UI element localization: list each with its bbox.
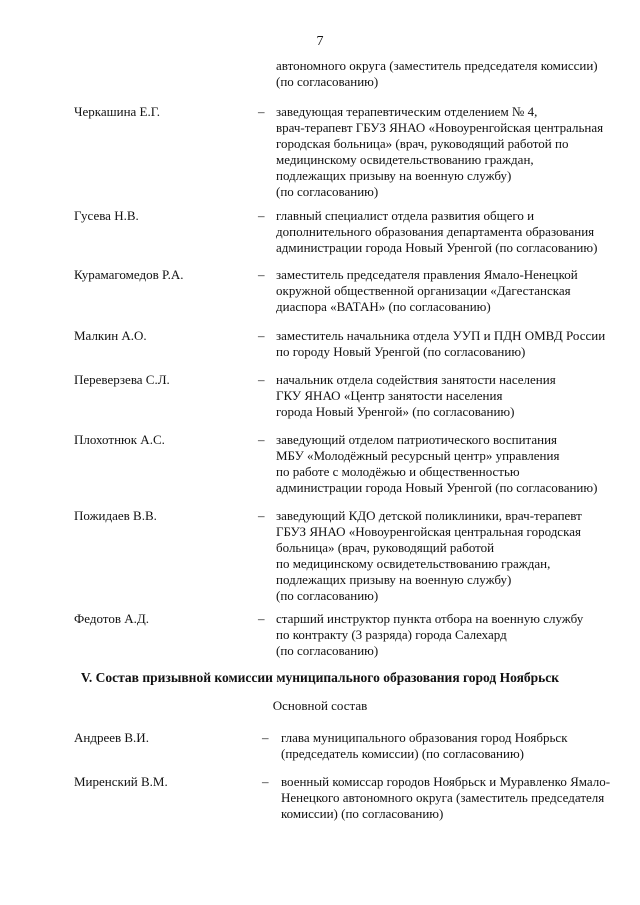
member-role: [276, 104, 603, 200]
text-line: врач-терапевт ГБУЗ ЯНАО «Новоуренгойская центральная: [276, 120, 604, 135]
text-line: заместитель председателя правления Ямало-Ненецкой: [276, 267, 578, 282]
dash: –: [262, 774, 269, 789]
text-line: по медицинскому освидетельствованию граждан,: [276, 556, 551, 571]
text-line: ГБУЗ ЯНАО «Новоуренгойская центральная городская: [276, 524, 581, 539]
text-line: города Новый Уренгой» (по согласованию): [276, 404, 515, 419]
member-name: Андреев В.И.: [74, 730, 149, 745]
member-name: Переверзева С.Л.: [74, 372, 170, 387]
text-line: диаспора «ВАТАН» (по согласованию): [276, 299, 491, 314]
dash: –: [262, 730, 269, 745]
text-line: медицинскому освидетельствованию граждан,: [276, 152, 534, 167]
text-line: больница» (врач, руководящий работой: [276, 540, 495, 555]
member-name: Черкашина Е.Г.: [74, 104, 161, 119]
member-role: [276, 208, 597, 256]
member-name: Пожидаев В.В.: [74, 508, 157, 523]
member-name: Плохотнюк А.С.: [74, 432, 165, 447]
text-line: (по согласованию): [276, 184, 379, 199]
text-line: (по согласованию): [276, 643, 379, 658]
text-line: (председатель комиссии) (по согласованию): [281, 746, 525, 761]
dash: –: [258, 104, 265, 119]
dash: –: [258, 611, 265, 626]
dash: –: [258, 432, 265, 447]
member-name: Курамагомедов Р.А.: [74, 267, 184, 282]
text-line: (по согласованию): [276, 588, 379, 603]
subheading: Основной состав: [272, 698, 368, 713]
member-role: [276, 508, 582, 604]
member-role: [276, 611, 583, 659]
dash: –: [258, 372, 265, 387]
text-line: автономного округа (заместитель председателя комиссии): [276, 58, 598, 73]
text-line: администрации города Новый Уренгой (по согласованию): [276, 240, 598, 255]
dash: –: [258, 328, 265, 343]
text-line: заместитель начальника отдела УУП и ПДН ОМВД России: [276, 328, 606, 343]
page-number: 7: [316, 34, 324, 49]
text-line: подлежащих призыву на военную службу): [276, 168, 512, 183]
text-line: окружной общественной организации «Дагестанская: [276, 283, 571, 298]
text-line: по контракту (3 разряда) города Салехард: [276, 627, 507, 642]
member-role: [281, 774, 610, 822]
member-name: Миренский В.М.: [74, 774, 168, 789]
text-line: старший инструктор пункта отбора на военную службу: [276, 611, 584, 626]
text-line: Ненецкого автономного округа (заместитель председателя: [281, 790, 605, 805]
member-name: Малкин А.О.: [74, 328, 147, 343]
text-line: ГКУ ЯНАО «Центр занятости населения: [276, 388, 503, 403]
text-line: начальник отдела содействия занятости населения: [276, 372, 556, 387]
member-role: [276, 328, 605, 360]
dash: –: [258, 508, 265, 523]
text-line: подлежащих призыву на военную службу): [276, 572, 512, 587]
continuation-text: [276, 58, 626, 90]
section-heading: V. Состав призывной комиссии муниципального образования город Ноябрьск: [80, 670, 560, 685]
text-line: заведующий отделом патриотического воспитания: [276, 432, 558, 447]
text-line: по городу Новый Уренгой (по согласованию): [276, 344, 526, 359]
text-line: (по согласованию): [276, 74, 379, 89]
dash: –: [258, 267, 265, 282]
text-line: глава муниципального образования город Ноябрьск: [281, 730, 568, 745]
text-line: городская больница» (врач, руководящий работой по: [276, 136, 569, 151]
member-name: Федотов А.Д.: [74, 611, 149, 626]
member-role: [276, 372, 556, 420]
text-line: по работе с молодёжью и общественностью: [276, 464, 520, 479]
text-line: главный специалист отдела развития общего и: [276, 208, 535, 223]
text-line: заведующий КДО детской поликлиники, врач-терапевт: [276, 508, 582, 523]
member-role: [281, 730, 568, 762]
text-line: заведующая терапевтическим отделением № 4,: [276, 104, 538, 119]
text-line: военный комиссар городов Ноябрьск и Муравленко Ямало-: [281, 774, 611, 789]
member-name: Гусева Н.В.: [74, 208, 139, 223]
text-line: комиссии) (по согласованию): [281, 806, 444, 821]
text-line: дополнительного образования департамента образования: [276, 224, 595, 239]
text-line: администрации города Новый Уренгой (по согласованию): [276, 480, 598, 495]
text-line: МБУ «Молодёжный ресурсный центр» управления: [276, 448, 560, 463]
dash: –: [258, 208, 265, 223]
member-role: [276, 267, 578, 315]
member-role: [276, 432, 597, 496]
